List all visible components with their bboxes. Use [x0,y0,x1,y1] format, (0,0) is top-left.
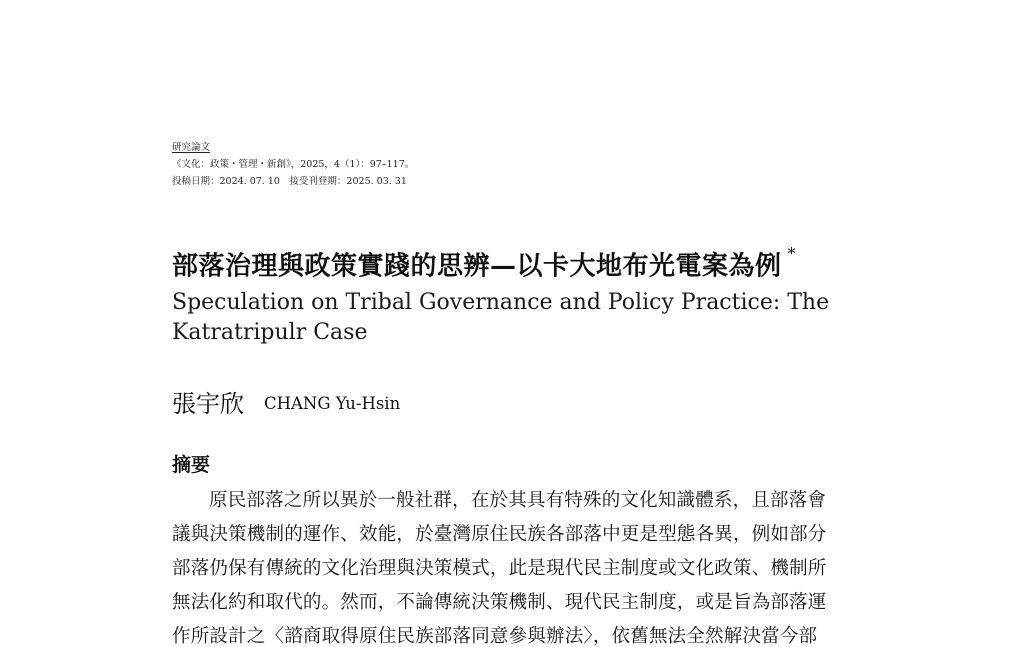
abstract-line: 部落仍保有傳統的文化治理與決策模式，此是現代民主制度或文化政策、機制所 [172,558,827,579]
title-chinese [172,240,862,287]
abstract-line: 作所設計之〈諮商取得原住民族部落同意參與辦法〉，依舊無法全然解決當今部 [172,626,818,647]
title-english [172,288,862,348]
title-english-line-2: Katratripulr Case [172,320,368,345]
submission-dates: 投稿日期：2024. 07. 10 接受刊登期：2025. 03. 31 [172,176,407,187]
title-footnote-mark: * [787,244,797,263]
abstract-line: 無法化約和取代的。然而，不論傳統決策機制、現代民主制度，或是旨為部落運 [172,592,827,613]
author-line [172,387,400,421]
abstract-line: 原民部落之所以異於一般社群，在於其具有特殊的文化知識體系，且部落會 [209,490,827,511]
abstract-heading: 摘要 [172,454,211,476]
abstract-body [172,484,862,647]
title-chinese-text: 部落治理與政策實踐的思辨—以卡大地布光電案為例 [172,251,782,282]
author-name-chinese: 張宇欣 [172,390,244,418]
journal-citation: 《文化：政策・管理・新創》，2025，4（1）：97–117。 [172,159,415,170]
author-name-english: CHANG Yu-Hsin [264,394,401,413]
abstract-line: 議與決策機制的運作、效能，於臺灣原住民族各部落中更是型態各異，例如部分 [172,524,827,545]
article-category: 研究論文 [172,142,211,153]
article-meta [172,139,592,190]
title-english-line-1: Speculation on Tribal Governance and Policy Practice: The [172,290,830,315]
